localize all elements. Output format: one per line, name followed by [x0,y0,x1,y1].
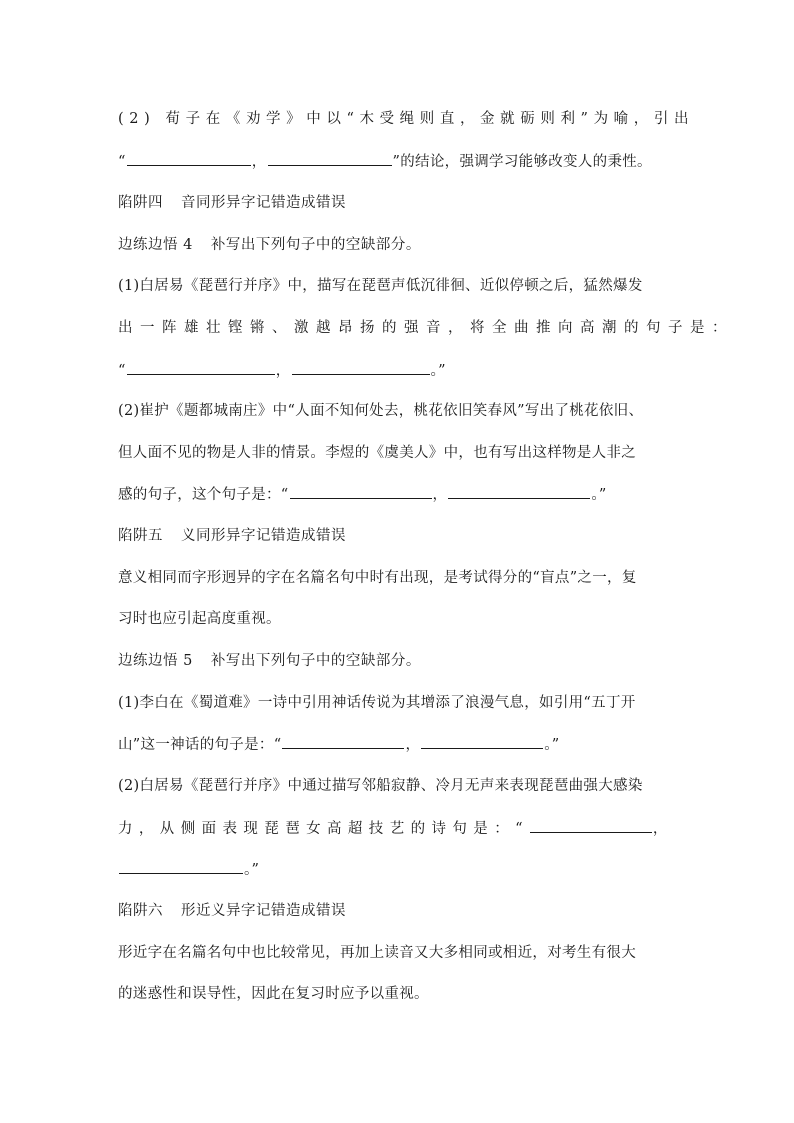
answer-blank[interactable] [421,733,543,749]
ex4-q2-line1 [118,400,678,422]
answer-blank[interactable] [292,359,430,375]
answer-blank[interactable] [127,359,275,375]
text: 力，从侧面表现琵琶女高超技艺的诗句是：“ [118,821,529,837]
section-label: 陷阱六 [118,903,163,919]
exercise5-heading [118,650,678,672]
answer-blank[interactable] [530,817,652,833]
section-title: 义同形异字记错造成错误 [181,528,346,544]
answer-blank[interactable] [290,483,432,499]
exercise4-heading [118,234,678,256]
ex4-q2-line3 [118,483,678,506]
text: 山”这一神话的句子是：“ [118,737,282,753]
trap4-heading [118,192,678,214]
exercise-title: 补写出下列句子中的空缺部分。 [210,653,421,669]
ex4-q1-line3 [118,359,678,382]
exercise-title: 补写出下列句子中的空缺部分。 [210,237,421,253]
trap5-text-line2 [118,608,678,630]
comma: ， [405,737,421,753]
trap6-text-line2 [118,983,678,1005]
text: 意义相同而字形迥异的字在名篇名句中时有出现，是考试得分的“盲点”之一，复 [118,570,637,586]
open-quote: “ [118,154,126,170]
trap5-heading [118,525,678,547]
ex4-q1-line1 [118,275,678,297]
text: (1)李白在《蜀道难》一诗中引用神话传说为其增添了浪漫气息，如引用“五丁开 [118,695,636,711]
ex4-q2-line2 [118,442,678,464]
answer-blank[interactable] [127,150,251,166]
text: (2)白居易《琵琶行并序》中通过描写邻船寂静、冷月无声来表现琵琶曲强大感染 [118,778,643,794]
ex5-q2-line1 [118,775,678,797]
answer-blank[interactable] [282,733,404,749]
comma: ， [652,821,674,837]
text: 出一阵雄壮铿锵、激越昂扬的强音，将全曲推向高潮的句子是： [118,320,734,336]
text: 的迷惑性和误导性，因此在复习时应予以重视。 [118,986,429,1002]
section-title: 音同形异字记错造成错误 [181,195,346,211]
answer-blank[interactable] [448,483,590,499]
paragraph-xunzi-line2 [118,150,678,173]
exercise-label: 边练边悟 5 [118,653,193,669]
answer-blank[interactable] [268,150,392,166]
close-quote: 。” [430,363,446,379]
trap5-text-line1 [118,567,678,589]
ex5-q1-line2 [118,733,678,756]
ex4-q1-line2 [118,317,734,339]
text: (2) 荀子在《劝学》中以“木受绳则直，金就砺则利”为喻，引出 [118,111,695,127]
trap6-text-line1 [118,942,678,964]
text: 但人面不见的物是人非的情景。李煜的《虞美人》中，也有写出这样物是人非之 [118,445,636,461]
comma: ， [251,154,267,170]
paragraph-xunzi-line1 [118,108,695,130]
ex5-q1-line1 [118,692,678,714]
close-quote: 。” [244,862,260,878]
text: 感的句子，这个句子是：“ [118,487,289,503]
ex5-q2-line2 [118,817,678,840]
section-label: 陷阱五 [118,528,163,544]
trap6-heading [118,900,678,922]
open-quote: “ [118,363,126,379]
text: (2)崔护《题都城南庄》中“人面不知何处去，桃花依旧笑春风”写出了桃花依旧、 [118,403,644,419]
close-quote: 。” [544,737,560,753]
text: 形近字在名篇名句中也比较常见，再加上读音又大多相同或相近，对考生有很大 [118,945,636,961]
ex5-q2-line3 [118,858,678,881]
comma: ， [275,363,291,379]
text: (1)白居易《琵琶行并序》中，描写在琵琶声低沉徘徊、近似停顿之后，猛然爆发 [118,278,643,294]
section-title: 形近义异字记错造成错误 [181,903,346,919]
answer-blank[interactable] [119,858,243,874]
close-quote: 。” [591,487,607,503]
section-label: 陷阱四 [118,195,163,211]
comma: ， [432,487,448,503]
text: 习时也应引起高度重视。 [118,611,281,627]
exercise-label: 边练边悟 4 [118,237,193,253]
text: ”的结论，强调学习能够改变人的秉性。 [392,154,652,170]
